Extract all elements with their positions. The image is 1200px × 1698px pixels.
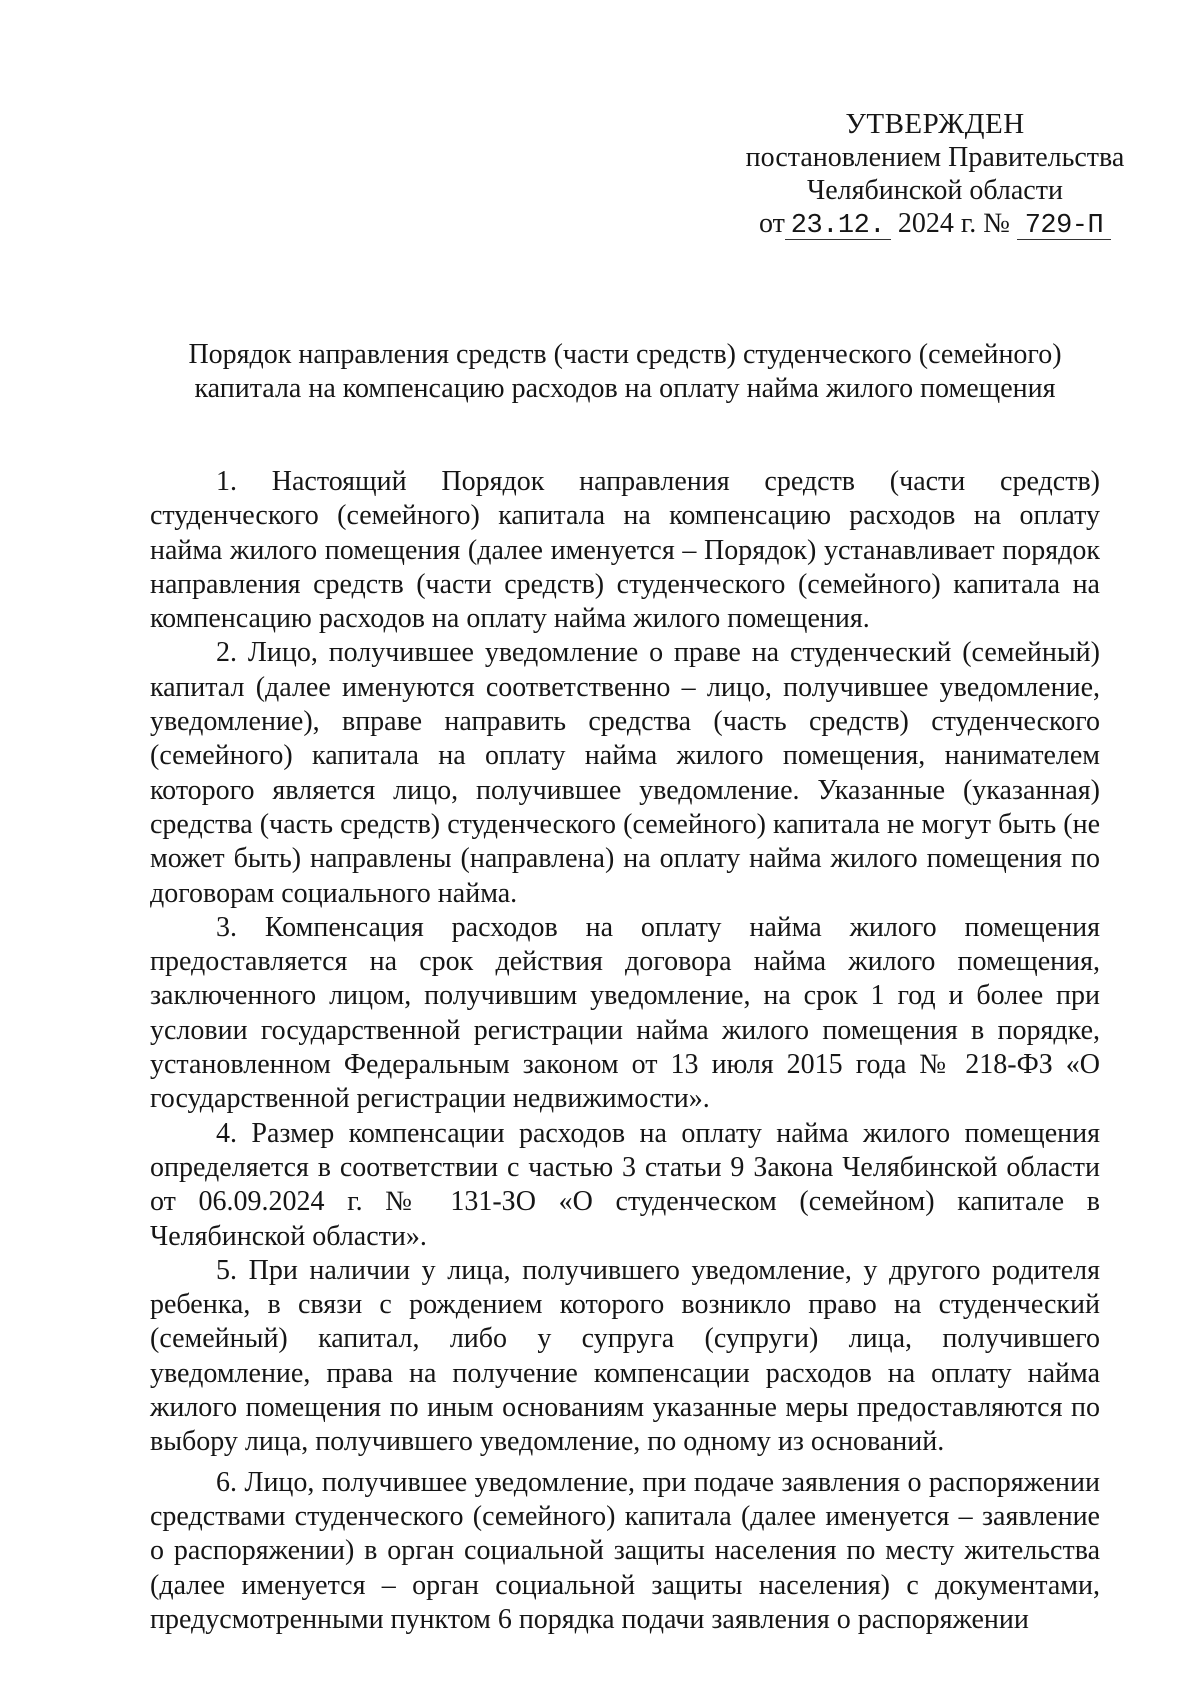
paragraph-5: 5. При наличии у лица, получившего уведомление, у другого родителя ребенка, в связи с рождением которого возникло право на студенческий (семейный) капитал, либо у супруга (супруги) лица, получившего уведомление, права на получение компенсации расходов на оплату найма жилого помещения по иным основаниям указанные меры предоставляются по выбору лица, получившего уведомление, по одному из оснований. (150, 1254, 1100, 1458)
paragraph-6: 6. Лицо, получившее уведомление, при подаче заявления о распоряжении средствами студенческого (семейного) капитала (далее именуется – заявление о распоряжении) в орган социальной защиты населения по месту жительства (далее именуется – орган социальной защиты населения) с документами, предусмотренными пунктом 6 порядка подачи заявления о распоряжении (150, 1466, 1100, 1635)
paragraph-1: 1. Настоящий Порядок направления средств (части средств) студенческого (семейного) капитала на компенсацию расходов на оплату найма жилого помещения (далее именуется – Порядок) устанавливает порядок направления средств (части средств) студенческого (семейного) капитала на компенсацию расходов на оплату найма жилого помещения. (150, 466, 1100, 635)
paragraph-3: 3. Компенсация расходов на оплату найма жилого помещения предоставляется на срок действия договора найма жилого помещения, заключенного лицом, получившим уведомление, на срок 1 год и более при условии государственной регистрации найма жилого помещения в порядке, установленном Федеральным законом от 13 июля 2015 года № 218-ФЗ «О государственной регистрации недвижимости». (150, 911, 1100, 1115)
document-body (150, 465, 1100, 1637)
paragraph-2: 2. Лицо, получившее уведомление о праве на студенческий (семейный) капитал (далее именуются соответственно – лицо, получившее уведомление, уведомление), вправе направить средства (часть средств) студенческого (семейного) капитала на оплату найма жилого помещения, нанимателем которого является лицо, получившее уведомление. Указанные (указанная) средства (часть средств) студенческого (семейного) капитала не могут быть (не может быть) направлены (направлена) на оплату найма жилого помещения по договорам социального найма. (150, 637, 1100, 909)
date-year: 2024 г. № (897, 208, 1010, 239)
approval-date-line (735, 207, 1135, 240)
approval-heading: УТВЕРЖДЕН (845, 108, 1025, 140)
document-number-field: 729-П (1017, 213, 1111, 240)
title-line-2: капитала на компенсацию расходов на оплату найма жилого помещения (194, 373, 1056, 404)
date-prefix: от (759, 208, 785, 239)
date-day-field: 23.12. (785, 213, 891, 240)
approval-stamp (735, 108, 1135, 240)
approval-line-1: постановлением Правительства (745, 142, 1125, 173)
paragraph-4: 4. Размер компенсации расходов на оплату найма жилого помещения определяется в соответствии с частью 3 статьи 9 Закона Челябинской области от 06.09.2024 г. № 131-ЗО «О студенческом (семейном) капитале в Челябинской области». (150, 1117, 1100, 1252)
document-title (150, 338, 1100, 406)
approval-line-2: Челябинской области (807, 175, 1063, 206)
title-line-1: Порядок направления средств (части средств) студенческого (семейного) (188, 339, 1062, 370)
